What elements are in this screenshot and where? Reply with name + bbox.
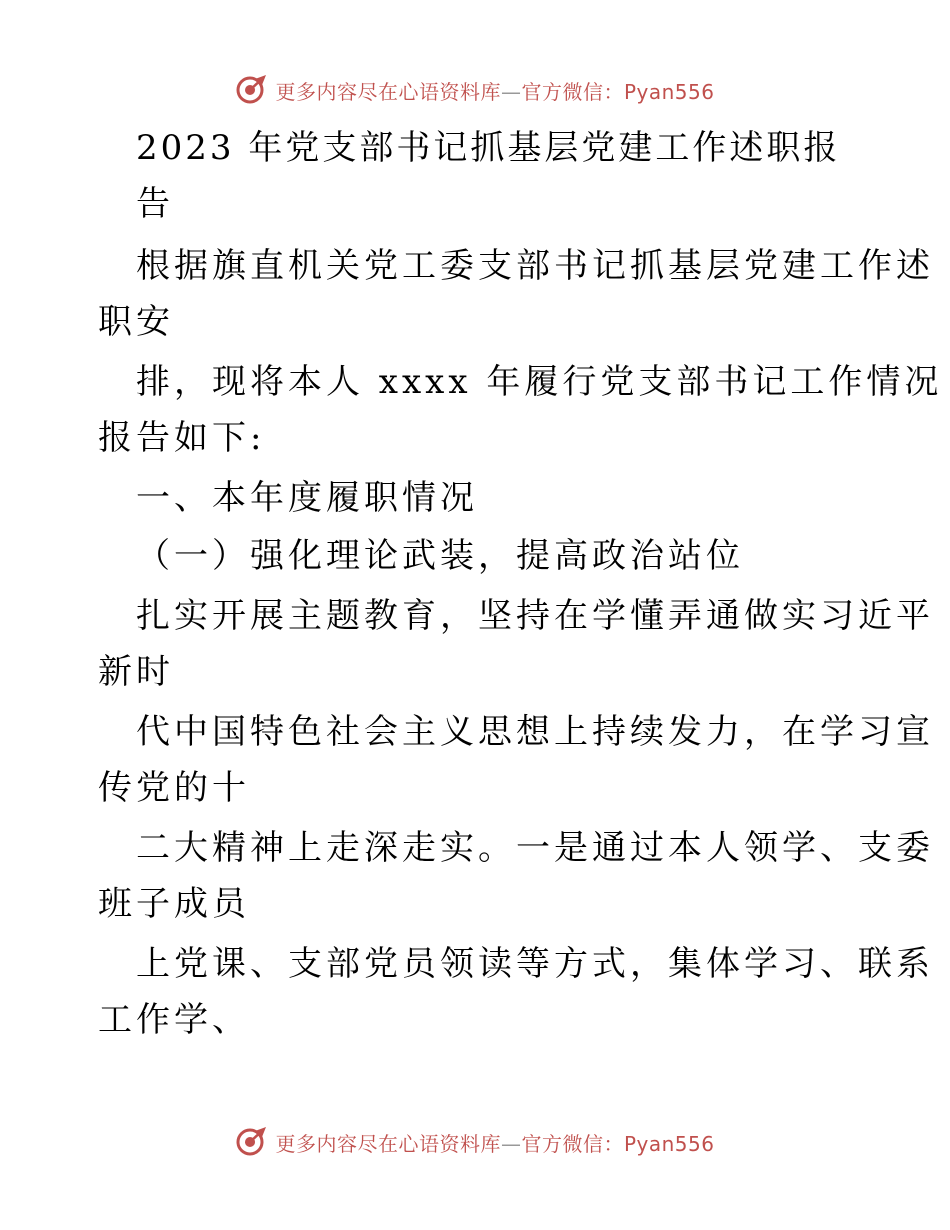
logo-icon [235, 1125, 269, 1159]
logo-icon [235, 73, 269, 107]
paragraph-line: 职安 [98, 302, 174, 342]
document-title: 2023 年党支部书记抓基层党建工作述职报 [136, 128, 841, 168]
subsection-heading: （一）强化理论武装，提高政治站位 [136, 536, 744, 576]
footer-banner [0, 1122, 950, 1162]
paragraph-line: 传党的十 [98, 768, 250, 808]
paragraph-line: 班子成员 [98, 884, 250, 924]
paragraph-line: 工作学、 [98, 1000, 250, 1040]
paragraph-line: 上党课、支部党员领读等方式，集体学习、联系 [136, 944, 934, 984]
header-banner [0, 70, 950, 110]
paragraph-line: 根据旗直机关党工委支部书记抓基层党建工作述 [136, 246, 934, 286]
banner-text: 更多内容尽在心语资料库—官方微信：Pyan556 [275, 1131, 715, 1156]
document-title-continued: 告 [136, 184, 174, 224]
banner-text: 更多内容尽在心语资料库—官方微信：Pyan556 [275, 79, 715, 104]
section-heading: 一、本年度履职情况 [136, 478, 478, 518]
paragraph-line: 代中国特色社会主义思想上持续发力，在学习宣 [136, 712, 934, 752]
paragraph-line: 二大精神上走深走实。一是通过本人领学、支委 [136, 828, 934, 868]
paragraph-line: 报告如下: [98, 418, 266, 458]
paragraph-line: 排，现将本人 xxxx 年履行党支部书记工作情况 [136, 362, 943, 402]
paragraph-line: 新时 [98, 652, 174, 692]
paragraph-line: 扎实开展主题教育，坚持在学懂弄通做实习近平 [136, 596, 934, 636]
